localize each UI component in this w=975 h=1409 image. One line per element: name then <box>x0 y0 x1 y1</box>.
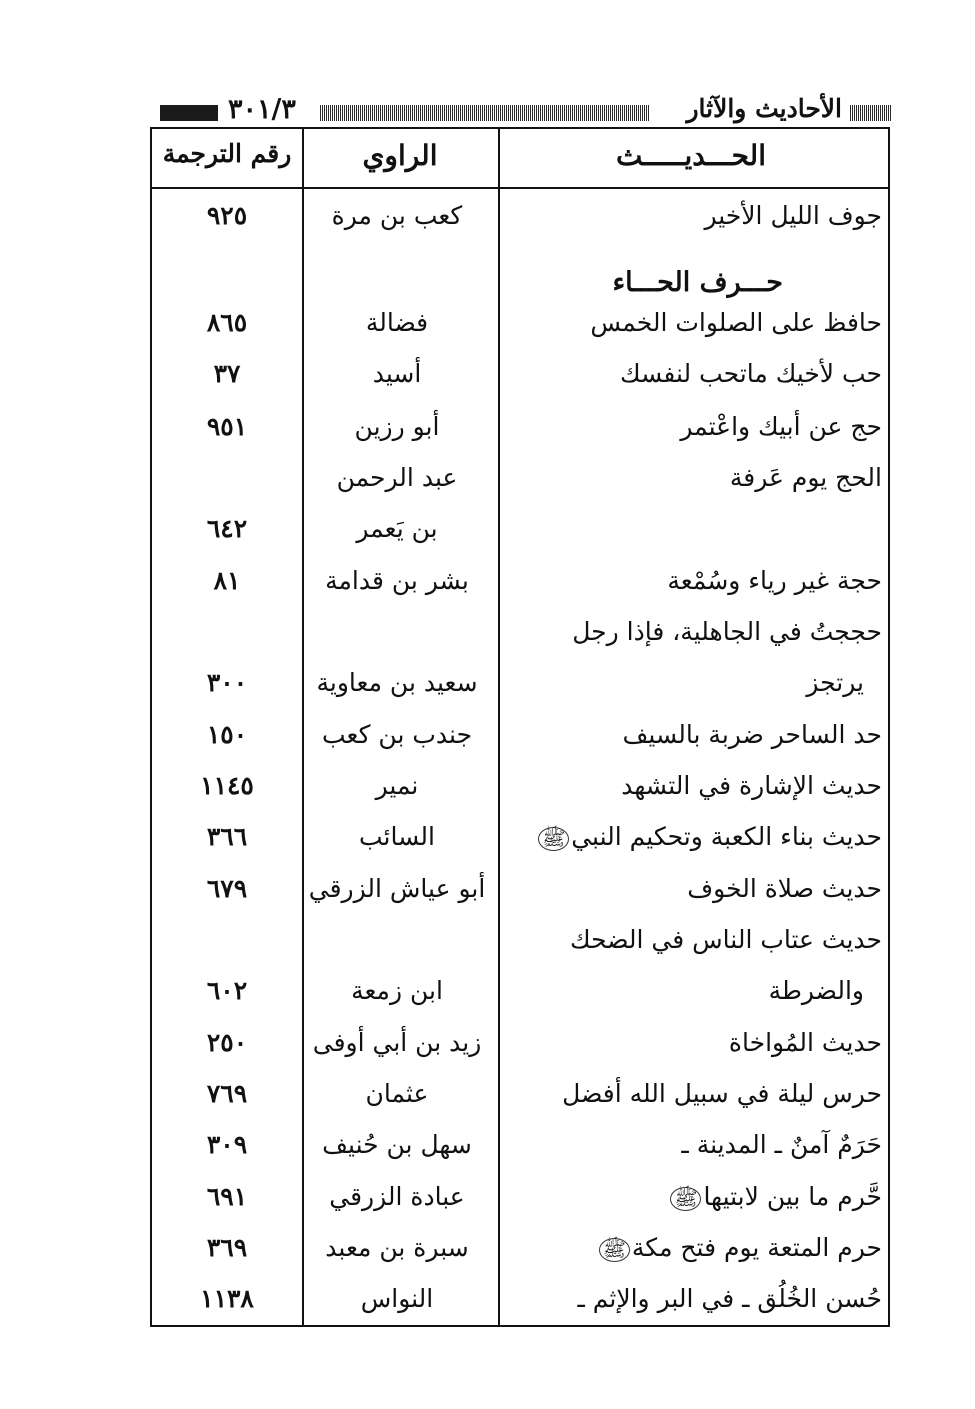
translation-number: ٣٦٦ <box>206 822 248 851</box>
hadith-text: حرم المتعة يوم فتح مكةﷺ <box>512 1233 882 1266</box>
table-row <box>152 514 892 564</box>
narrator-name: زيد بن أبي أوفى <box>312 1028 482 1057</box>
narrator-name: أسيد <box>372 359 422 388</box>
table-row <box>152 359 892 409</box>
table-row <box>152 1233 892 1283</box>
narrator-name: سعيد بن معاوية <box>316 668 478 697</box>
narrator-name: أبو عياش الزرقي <box>308 874 486 903</box>
translation-number: ٢٥٠ <box>206 1028 248 1057</box>
translation-number: ١١٤٥ <box>200 771 254 800</box>
table-row <box>152 1284 892 1334</box>
table-row <box>152 412 892 462</box>
hadith-index-table <box>150 127 890 1327</box>
translation-number: ٣٠٩ <box>206 1130 248 1159</box>
hadith-text: حُسن الخُلُق ـ في البر والإثم ـ <box>577 1284 882 1313</box>
hadith-text: والضرطة <box>768 976 864 1005</box>
narrator-name: عبد الرحمن <box>336 463 458 492</box>
hadith-text: حَرَمٌ آمنٌ ـ المدينة ـ <box>681 1130 882 1159</box>
honorific-mark: ﷺ <box>599 1238 630 1262</box>
translation-number: ٧٦٩ <box>206 1079 248 1108</box>
section-heading: حـــرف الحـــاء <box>612 267 783 298</box>
narrator-name: بن يَعمر <box>356 514 438 543</box>
translation-number: ٦٩١ <box>206 1182 248 1211</box>
translation-number: ٦٧٩ <box>206 874 248 903</box>
hadith-text: حديث صلاة الخوف <box>687 874 882 903</box>
narrator-name: أبو رزين <box>354 412 440 441</box>
table-row <box>152 771 892 821</box>
honorific-mark: ﷺ <box>538 827 569 851</box>
hadith-text: حج عن أبيك واعْتمر <box>680 412 882 441</box>
narrator-name: بشر بن قدامة <box>325 566 469 595</box>
narrator-name: جندب بن كعب <box>321 720 473 749</box>
hadith-text: حديث عتاب الناس في الضحك <box>570 925 882 954</box>
table-row <box>152 201 892 251</box>
header-separator <box>152 187 888 189</box>
hadith-text: حرس ليلة في سبيل الله أفضل <box>562 1079 882 1108</box>
honorific-mark: ﷺ <box>670 1187 701 1211</box>
translation-number: ٩٥١ <box>206 412 248 441</box>
table-row <box>152 925 892 975</box>
translation-number: ٣٦٩ <box>206 1233 248 1262</box>
table-row <box>152 463 892 513</box>
hadith-text: حديث بناء الكعبة وتحكيم النبيﷺ <box>512 822 882 855</box>
table-row <box>152 1130 892 1180</box>
table-row <box>152 1028 892 1078</box>
hadith-text: حججتُ في الجاهلية، فإذا رجل <box>572 617 882 646</box>
translation-number: ٨٦٥ <box>206 308 248 337</box>
column-header-hadith: الحـــديـــــث <box>616 139 766 172</box>
narrator-name: السائب <box>359 822 435 851</box>
running-header <box>160 94 892 130</box>
hadith-text: حافظ على الصلوات الخمس <box>590 308 882 337</box>
translation-number: ١٥٠ <box>206 720 248 749</box>
hadith-text: حجة غير رياء وسُمْعة <box>667 566 882 595</box>
table-row <box>152 1182 892 1232</box>
translation-number: ٨١ <box>213 566 241 595</box>
table-row <box>152 617 892 667</box>
translation-number: ٩٢٥ <box>206 201 248 230</box>
narrator-name: فضالة <box>365 308 429 337</box>
narrator-name: سهل بن حُنيف <box>322 1130 472 1159</box>
hadith-text: الحج يوم عَرفة <box>729 463 882 492</box>
hadith-text: حد الساحر ضربة بالسيف <box>622 720 882 749</box>
running-title: الأحاديث والآثار <box>686 94 842 123</box>
header-bar-right <box>850 105 892 121</box>
table-row <box>152 874 892 924</box>
table-row <box>152 822 892 872</box>
hadith-text: حديث المُواخاة <box>728 1028 882 1057</box>
translation-number: ٦٤٢ <box>206 514 248 543</box>
table-row <box>152 720 892 770</box>
table-row <box>152 976 892 1026</box>
table-row <box>152 668 892 718</box>
hadith-text: حَّرم ما بين لابتيهاﷺ <box>512 1182 882 1215</box>
translation-number: ٦٠٢ <box>206 976 248 1005</box>
table-row <box>152 566 892 616</box>
narrator-name: كعب بن مرة <box>331 201 463 230</box>
translation-number: ٣٧ <box>213 359 241 388</box>
narrator-name: عثمان <box>365 1079 429 1108</box>
hadith-text: جوف الليل الأخير <box>704 201 882 230</box>
page-reference: ٣٠١/٣ <box>228 94 296 125</box>
narrator-name: عبادة الزرقي <box>329 1182 465 1211</box>
column-header-narrator: الراوي <box>362 139 438 172</box>
table-row <box>152 308 892 358</box>
header-bar-left <box>160 105 218 121</box>
header-bar-middle <box>320 105 650 121</box>
translation-number: ١١٣٨ <box>200 1284 254 1313</box>
narrator-name: النواس <box>360 1284 434 1313</box>
hadith-text: حب لأخيك ماتحب لنفسك <box>620 359 882 388</box>
narrator-name: سبرة بن معبد <box>325 1233 469 1262</box>
narrator-name: نمير <box>375 771 419 800</box>
table-row <box>152 1079 892 1129</box>
hadith-text: حديث الإشارة في التشهد <box>621 771 882 800</box>
translation-number: ٣٠٠ <box>206 668 248 697</box>
narrator-name: ابن زمعة <box>351 976 443 1005</box>
hadith-text: يرتجز <box>806 668 864 697</box>
column-header-number: رقم الترجمة <box>162 139 292 168</box>
